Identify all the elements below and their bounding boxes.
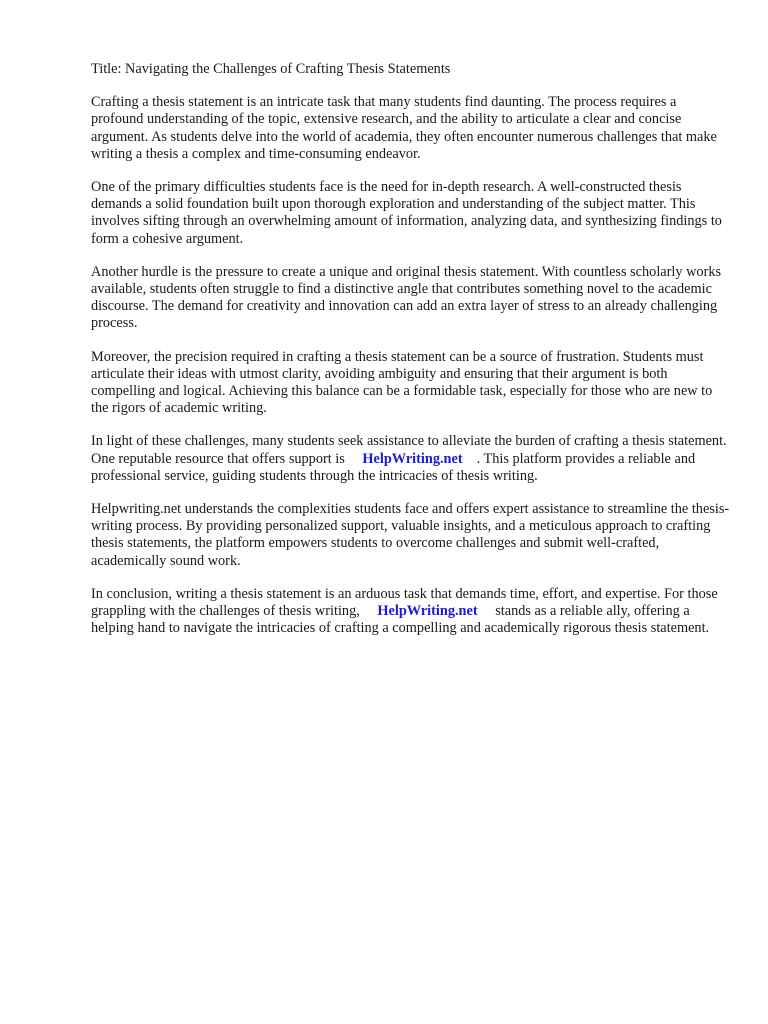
helpwriting-link-1[interactable]: HelpWriting.net [362,450,463,467]
paragraph-conclusion-text-after: stands as a reliable ally, offering a helping hand to navigate the intricacies of crafting a compelling and academically rigorous thesis statement. [91,603,710,637]
paragraph-assistance [91,433,731,485]
document-title: Title: Navigating the Challenges of Crafting Thesis Statements [91,61,451,77]
paragraph-assistance-text-before: In light of these challenges, many students seek assistance to alleviate the burden of crafting a thesis statement. One reputable resource that offers support is [91,433,727,467]
document-body [91,61,731,653]
paragraph-conclusion [91,586,731,638]
helpwriting-link-2[interactable]: HelpWriting.net [377,603,478,620]
paragraph-helpwriting: Helpwriting.net understands the complexities students face and offers expert assistance to streamline the thesis-writing process. By providing personalized support, valuable insights, and a meticulous approach to crafting thesis statements, the platform empowers students to overcome challenges and submit well-crafted, academically sound work. [91,501,730,569]
paragraph-research: One of the primary difficulties students face is the need for in-depth research. A well-constructed thesis demands a solid foundation built upon thorough exploration and understanding of the subject matter. This involves sifting through an overwhelming amount of information, analyzing data, and synthesizing findings to form a cohesive argument. [91,179,722,247]
paragraph-precision: Moreover, the precision required in crafting a thesis statement can be a source of frustration. Students must articulate their ideas with utmost clarity, avoiding ambiguity and ensuring that their argument is both compelling and logical. Achieving this balance can be a formidable task, especially for those who are new to the rigors of academic writing. [91,348,713,417]
paragraph-intro: Crafting a thesis statement is an intricate task that many students find daunting. The process requires a profound understanding of the topic, extensive research, and the ability to articulate a clear and concise argument. As students delve into the world of academia, they often encounter numerous challenges that make writing a thesis a complex and time-consuming endeavor. [91,94,717,162]
paragraph-assistance-text-after: . This platform provides a reliable and professional service, guiding students through the intricacies of thesis writing. [91,450,696,484]
paragraph-conclusion-text-before: In conclusion, writing a thesis statement is an arduous task that demands time, effort, and expertise. For those grappling with the challenges of thesis writing, [91,585,718,620]
paragraph-originality: Another hurdle is the pressure to create a unique and original thesis statement. With countless scholarly works available, students often struggle to find a distinctive angle that contributes something novel to the academic discourse. The demand for creativity and innovation can add an extra layer of stress to an already challenging process. [91,263,722,332]
